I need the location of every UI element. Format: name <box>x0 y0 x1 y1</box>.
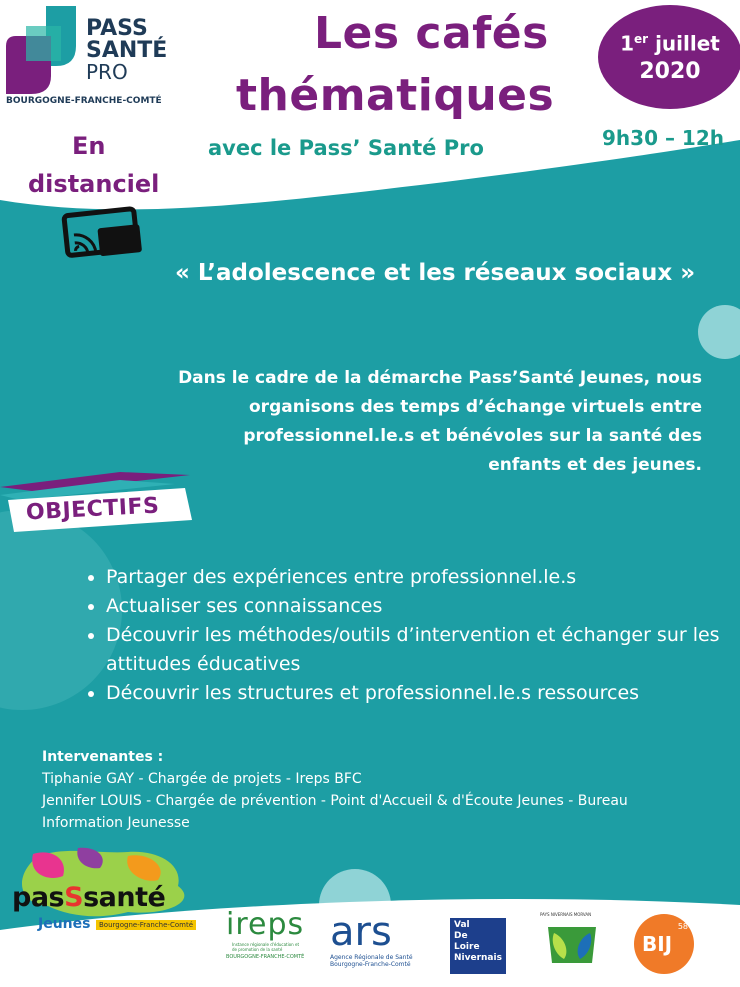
time-range: 9h30 – 12h <box>602 126 724 150</box>
date-day: 1 <box>620 31 635 56</box>
bij-number: 58 <box>677 922 688 931</box>
bij-name: BIJ <box>642 932 673 956</box>
ars-caption: Agence Régionale de Santé <box>330 954 413 961</box>
title-line1: Les cafés <box>314 8 549 59</box>
intro-line-2: organisons des temps d’échange virtuels entre <box>249 397 702 417</box>
mode-line1: En <box>72 132 106 160</box>
date-day-suffix: er <box>634 32 649 46</box>
objective-item: • Partager des expériences entre professionnel.le.s <box>106 563 726 592</box>
pass-sante-jeunes-logo <box>8 846 208 946</box>
pass-sante-jeunes: Jeunes <box>38 916 91 932</box>
val-line-3: Loire <box>454 942 480 952</box>
ars-logo <box>330 909 430 976</box>
date-year: 2020 <box>639 58 701 84</box>
subtitle: avec le Pass’ Santé Pro <box>208 136 484 160</box>
date-month: juillet <box>655 31 720 56</box>
speakers-heading: Intervenantes : <box>42 749 164 765</box>
val-line-1: Val <box>454 920 470 930</box>
objectives-heading: OBJECTIFS <box>25 493 160 526</box>
sante-word: santé <box>83 882 166 913</box>
ireps-logo <box>226 907 310 976</box>
objective-item: • Actualiser ses connaissances <box>106 592 726 621</box>
pays-nivernais-emblem <box>540 917 604 973</box>
val-de-loire-logo <box>450 918 506 974</box>
speakers-block <box>42 746 712 834</box>
objective-item: • Découvrir les structures et professionnel.le.s ressources <box>106 679 726 708</box>
pass-sante-pro-mark <box>6 6 76 96</box>
intro-line-1: Dans le cadre de la démarche Pass’Santé Jeunes, nous <box>178 368 702 388</box>
ireps-caption: Instance régionale d'éducation et de promotion de la santé <box>232 942 300 952</box>
bij-logo <box>634 914 694 974</box>
logo-brand-line1: PASS <box>86 16 148 41</box>
intro-line-4: enfants et des jeunes. <box>488 455 702 475</box>
intro-line-3: professionnel.le.s et bénévoles sur la santé des <box>243 426 702 446</box>
pass-sante-wordmark <box>12 882 165 913</box>
date-badge <box>606 26 734 87</box>
val-line-4: Nivernais <box>454 953 502 963</box>
objectives-list <box>76 563 726 708</box>
ireps-region: BOURGOGNE-FRANCHE-COMTÉ <box>226 954 305 960</box>
speaker-line-2: Jennifer LOUIS - Chargée de prévention - Point d'Accueil & d'Écoute Jeunes - Bureau Information Jeunesse <box>42 793 628 831</box>
speaker-line-1: Tiphanie GAY - Chargée de projets - Ireps BFC <box>42 771 362 787</box>
title-line2: thématiques <box>236 70 555 121</box>
objective-item: • Découvrir les méthodes/outils d’intervention et échanger sur les attitudes éducatives <box>106 621 726 679</box>
ireps-name: ireps <box>226 907 305 942</box>
ars-region: Bourgogne-Franche-Comté <box>330 961 411 968</box>
ars-name <box>330 909 430 955</box>
logo-brand-line3: PRO <box>86 60 128 84</box>
val-line-2: De <box>454 931 468 941</box>
pass-sante-region: Bourgogne-Franche-Comté <box>96 920 196 930</box>
mode-line2: distanciel <box>28 170 160 198</box>
theme-title: « L’adolescence et les réseaux sociaux » <box>175 260 696 286</box>
pays-nivernais-logo <box>540 912 604 976</box>
screen-cast-icon <box>60 204 144 264</box>
pass-sante-pro-logo <box>6 6 176 110</box>
logo-region: BOURGOGNE-FRANCHE-COMTÉ <box>6 96 162 106</box>
intro-paragraph <box>142 364 702 480</box>
pays-nivernais-caption: PAYS NIVERNAIS MORVAN <box>540 912 592 917</box>
pass-word: pas <box>12 882 65 913</box>
pass-s-letter: S <box>64 882 84 913</box>
ars-wordmark: ars <box>330 909 392 955</box>
logo-brand-line2: SANTÉ <box>86 38 168 63</box>
